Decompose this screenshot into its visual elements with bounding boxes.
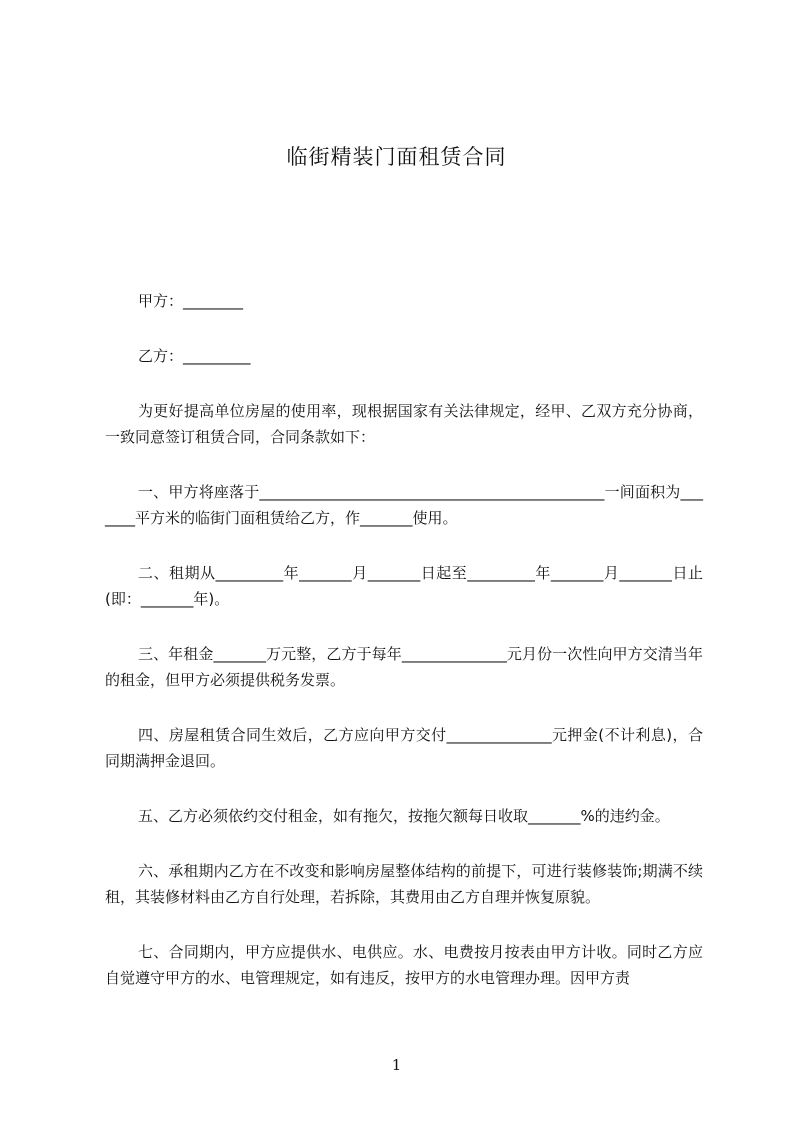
clause-1: 一、甲方将座落于______________________________________________一间面积为_______平方米的临街门面租赁给乙方，作_______使用。 (105, 483, 703, 527)
party-a-line: 甲方：________ (138, 292, 244, 310)
clause-6: 六、承租期内乙方在不改变和影响房屋整体结构的前提下，可进行装修装饰;期满不续租，其装修材料由乙方自行处理，若拆除，其费用由乙方自理并恢复原貌。 (105, 862, 703, 906)
page-number: 1 (391, 1056, 402, 1074)
clause-5: 五、乙方必须依约交付租金，如有拖欠，按拖欠额每日收取_______%的违约金。 (138, 807, 670, 825)
clause-4: 四、房屋租赁合同生效后，乙方应向甲方交付______________元押金(不计利息)，合同期满押金退回。 (105, 726, 703, 770)
clause-7: 七、合同期内，甲方应提供水、电供应。水、电费按月按表由甲方计收。同时乙方应自觉遵守甲方的水、电管理规定，如有违反，按甲方的水电管理办理。因甲方责 (105, 943, 703, 987)
document-body (105, 288, 703, 991)
document-title: 临街精装门面租赁合同 (286, 145, 507, 169)
party-b-line: 乙方：_________ (138, 347, 251, 365)
clause-2: 二、租期从_________年_______月_______日起至_________年_______月_______日止(即：_______年)。 (105, 564, 703, 608)
preamble-paragraph: 为更好提高单位房屋的使用率，现根据国家有关法律规定，经甲、乙双方充分协商，一致同意签订租赁合同，合同条款如下： (105, 402, 703, 446)
clause-3: 三、年租金_______万元整，乙方于每年______________元月份一次性向甲方交清当年的租金，但甲方必须提供税务发票。 (105, 645, 703, 689)
